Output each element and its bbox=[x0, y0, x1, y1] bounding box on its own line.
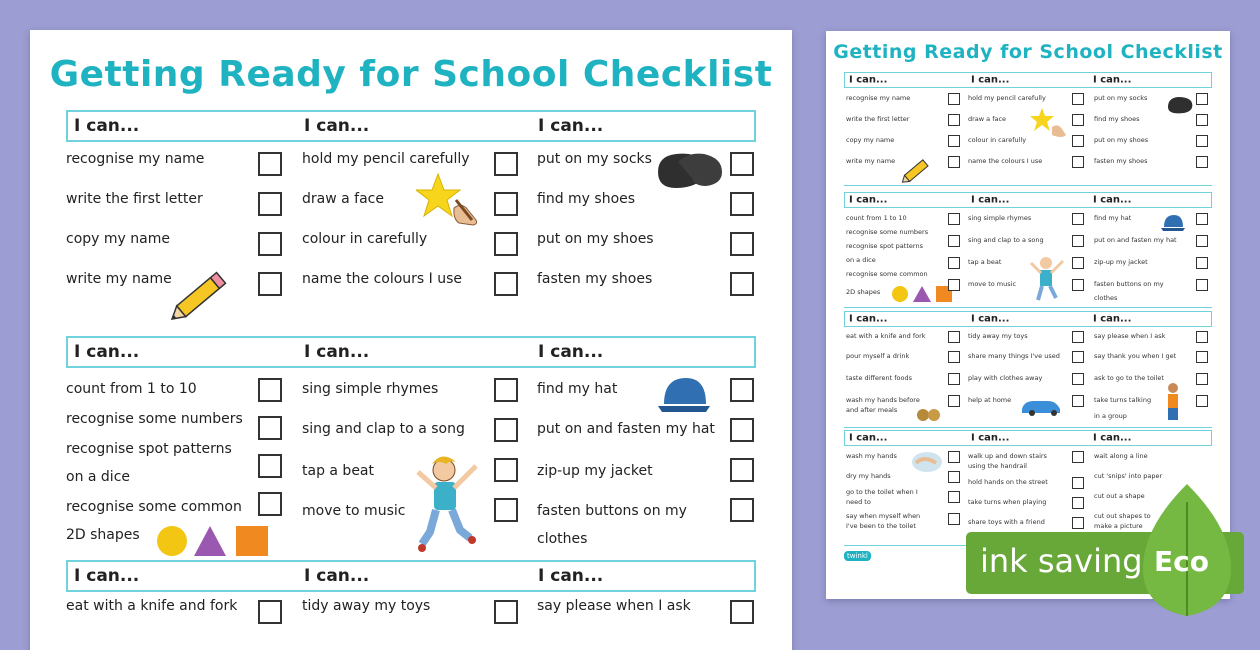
checkbox[interactable] bbox=[1072, 373, 1084, 385]
checklist-item: move to music bbox=[302, 503, 406, 519]
checkbox[interactable] bbox=[948, 156, 960, 168]
checkbox[interactable] bbox=[730, 498, 754, 522]
checklist-item: using the handrail bbox=[968, 462, 1027, 470]
checkbox[interactable] bbox=[1072, 156, 1084, 168]
header-label: I can... bbox=[74, 342, 140, 362]
header-label: I can... bbox=[849, 313, 888, 325]
header-label: I can... bbox=[304, 342, 370, 362]
checkbox[interactable] bbox=[948, 135, 960, 147]
checklist-item: go to the toilet when I bbox=[846, 488, 918, 496]
checklist-item: write my name bbox=[66, 271, 172, 287]
checkbox[interactable] bbox=[1196, 279, 1208, 291]
header-label: I can... bbox=[538, 116, 604, 136]
header-label: I can... bbox=[74, 566, 140, 586]
checklist-item: zip-up my jacket bbox=[537, 463, 653, 479]
checklist-item: count from 1 to 10 bbox=[846, 214, 907, 222]
checklist-item: sing simple rhymes bbox=[302, 381, 439, 397]
checklist-item: walk up and down stairs bbox=[968, 452, 1047, 460]
hat-icon bbox=[1160, 213, 1186, 233]
header-label: I can... bbox=[971, 432, 1010, 444]
header-label: I can... bbox=[74, 116, 140, 136]
checklist-item: fasten buttons on my clothes bbox=[537, 503, 687, 547]
star-drawing-icon bbox=[416, 172, 486, 232]
checkbox[interactable] bbox=[948, 257, 960, 269]
checkbox[interactable] bbox=[948, 451, 960, 463]
checklist-item: recognise some numbers bbox=[66, 411, 243, 427]
section-divider bbox=[844, 427, 1212, 428]
checkbox[interactable] bbox=[494, 378, 518, 402]
section-header bbox=[66, 336, 756, 368]
checkbox[interactable] bbox=[1196, 331, 1208, 343]
checklist-item: find my hat bbox=[537, 381, 618, 397]
checkbox[interactable] bbox=[494, 272, 518, 296]
checklist-item: tidy away my toys bbox=[968, 332, 1028, 340]
checklist-item: help at home bbox=[968, 396, 1012, 404]
checklist-item: taste different foods bbox=[846, 374, 912, 382]
checkbox[interactable] bbox=[258, 416, 282, 440]
checklist-item: put on my shoes bbox=[537, 231, 654, 247]
header-label: I can... bbox=[1093, 313, 1132, 325]
checkbox[interactable] bbox=[494, 192, 518, 216]
checklist-item: draw a face bbox=[302, 191, 384, 207]
checklist-item: say when myself when bbox=[846, 512, 921, 520]
checklist-item: take turns talking bbox=[1094, 396, 1152, 404]
checkbox[interactable] bbox=[730, 232, 754, 256]
section-header bbox=[844, 72, 1212, 88]
checklist-item: recognise my name bbox=[66, 151, 205, 167]
checklist-item: name the colours I use bbox=[968, 157, 1043, 165]
checkbox[interactable] bbox=[948, 395, 960, 407]
section-divider bbox=[844, 185, 1212, 186]
checklist-item: share toys with a friend bbox=[968, 518, 1045, 526]
checkbox[interactable] bbox=[730, 600, 754, 624]
checkbox[interactable] bbox=[948, 351, 960, 363]
checkbox[interactable] bbox=[494, 600, 518, 624]
checklist-item: cut out a shape bbox=[1094, 492, 1145, 500]
checklist-item: copy my name bbox=[66, 231, 170, 247]
checklist-item: ask to go to the toilet bbox=[1094, 374, 1164, 382]
header-label: I can... bbox=[849, 432, 888, 444]
checklist-item: find my shoes bbox=[1094, 115, 1140, 123]
header-label: I can... bbox=[971, 74, 1010, 86]
pencil-icon bbox=[898, 153, 936, 187]
checklist-item: pour myself a drink bbox=[846, 352, 910, 360]
checkbox[interactable] bbox=[1196, 395, 1208, 407]
ink-saving-label: ink saving bbox=[980, 542, 1143, 580]
checkbox[interactable] bbox=[1072, 279, 1084, 291]
header-label: I can... bbox=[971, 313, 1010, 325]
checkbox[interactable] bbox=[1196, 373, 1208, 385]
checklist-item: colour in carefully bbox=[968, 136, 1027, 144]
checklist-item: recognise some common 2D shapes bbox=[66, 499, 242, 543]
checkbox[interactable] bbox=[948, 279, 960, 291]
checklist-item: share many things I've used bbox=[968, 352, 1060, 360]
checklist-item: tap a beat bbox=[302, 463, 375, 479]
checklist-item: put on my shoes bbox=[1094, 136, 1149, 144]
2d-shapes-icon bbox=[892, 285, 954, 303]
checklist-item: 2D shapes bbox=[846, 288, 881, 296]
checklist-item: colour in carefully bbox=[302, 231, 428, 247]
checkbox[interactable] bbox=[730, 418, 754, 442]
checkbox[interactable] bbox=[1196, 213, 1208, 225]
checklist-item: in a group bbox=[1094, 412, 1127, 420]
checkbox[interactable] bbox=[258, 600, 282, 624]
checkbox[interactable] bbox=[258, 192, 282, 216]
checklist-item: name the colours I use bbox=[302, 271, 463, 287]
child-icon bbox=[1160, 381, 1186, 425]
checkbox[interactable] bbox=[948, 213, 960, 225]
checklist-item: write the first letter bbox=[846, 115, 910, 123]
dancing-child-icon bbox=[1028, 253, 1068, 309]
checkbox[interactable] bbox=[948, 114, 960, 126]
header-label: I can... bbox=[538, 566, 604, 586]
toy-car-icon bbox=[1020, 397, 1066, 417]
checklist-item: sing and clap to a song bbox=[968, 236, 1044, 244]
pencil-icon bbox=[166, 264, 236, 328]
socks-icon bbox=[652, 148, 724, 196]
hat-icon bbox=[656, 374, 712, 416]
header-label: I can... bbox=[304, 566, 370, 586]
checklist-item: copy my name bbox=[846, 136, 895, 144]
checkbox[interactable] bbox=[1196, 93, 1208, 105]
checklist-item: say thank you when I get bbox=[1094, 352, 1177, 360]
checkbox[interactable] bbox=[1072, 331, 1084, 343]
header-label: I can... bbox=[849, 74, 888, 86]
section-header bbox=[844, 430, 1212, 446]
checklist-item: play with clothes away bbox=[968, 374, 1043, 382]
checklist-item: fasten my shoes bbox=[1094, 157, 1148, 165]
checklist-item: put on and fasten my hat bbox=[1094, 236, 1177, 244]
checklist-item: eat with a knife and fork bbox=[846, 332, 926, 340]
checklist-item: recognise some numbers bbox=[846, 228, 929, 236]
checklist-item: cut 'snips' into paper bbox=[1094, 472, 1163, 480]
checkbox[interactable] bbox=[948, 93, 960, 105]
sheet-title: Getting Ready for School Checklist bbox=[833, 41, 1223, 63]
checkbox[interactable] bbox=[1072, 497, 1084, 509]
socks-icon bbox=[1166, 95, 1196, 117]
checkbox[interactable] bbox=[730, 272, 754, 296]
checkbox[interactable] bbox=[258, 232, 282, 256]
checklist-item: say please when I ask bbox=[1094, 332, 1166, 340]
checklist-item: put on my socks bbox=[1094, 94, 1148, 102]
header-label: I can... bbox=[304, 116, 370, 136]
header-label: I can... bbox=[849, 194, 888, 206]
checkbox[interactable] bbox=[1196, 114, 1208, 126]
checkbox[interactable] bbox=[1072, 213, 1084, 225]
checklist-item: eat with a knife and fork bbox=[66, 598, 238, 614]
checklist-item: fasten buttons on my bbox=[1094, 280, 1164, 288]
checkbox[interactable] bbox=[1072, 451, 1084, 463]
section-header bbox=[844, 311, 1212, 327]
checkbox[interactable] bbox=[1072, 235, 1084, 247]
section-header bbox=[66, 560, 756, 592]
hand-washing-icon bbox=[910, 449, 944, 475]
sheet-title: Getting Ready for School Checklist bbox=[49, 54, 773, 95]
checklist-item: tap a beat bbox=[968, 258, 1002, 266]
checklist-item: write the first letter bbox=[66, 191, 203, 207]
checklist-item: zip-up my jacket bbox=[1094, 258, 1148, 266]
section-divider bbox=[844, 307, 1212, 308]
checklist-item: on a dice bbox=[846, 256, 876, 264]
checklist-item: move to music bbox=[968, 280, 1017, 288]
section-header bbox=[66, 110, 756, 142]
checkbox[interactable] bbox=[258, 454, 282, 478]
checkbox[interactable] bbox=[1196, 135, 1208, 147]
checklist-item: count from 1 to 10 bbox=[66, 381, 197, 397]
checklist-item: hold my pencil carefully bbox=[968, 94, 1046, 102]
checkbox[interactable] bbox=[1072, 93, 1084, 105]
food-icon bbox=[916, 407, 942, 423]
checklist-item: need to bbox=[846, 498, 871, 506]
checklist-item: find my shoes bbox=[537, 191, 636, 207]
checkbox[interactable] bbox=[1072, 477, 1084, 489]
checkbox[interactable] bbox=[948, 471, 960, 483]
checklist-item: clothes bbox=[1094, 294, 1118, 302]
header-label: I can... bbox=[1093, 432, 1132, 444]
checkbox[interactable] bbox=[948, 331, 960, 343]
checklist-item: recognise spot patterns on a dice bbox=[66, 441, 232, 485]
checkbox[interactable] bbox=[1072, 517, 1084, 529]
checklist-sheet-preview bbox=[30, 30, 792, 650]
checklist-item: recognise spot patterns bbox=[846, 242, 923, 250]
checklist-item: wait along a line bbox=[1094, 452, 1148, 460]
checklist-item: sing simple rhymes bbox=[968, 214, 1032, 222]
checklist-item: I've been to the toilet bbox=[846, 522, 916, 530]
checkbox[interactable] bbox=[1072, 135, 1084, 147]
checkbox[interactable] bbox=[730, 378, 754, 402]
checklist-item: take turns when playing bbox=[968, 498, 1047, 506]
eco-label: Eco bbox=[1154, 545, 1209, 578]
checkbox[interactable] bbox=[730, 192, 754, 216]
checkbox[interactable] bbox=[1072, 395, 1084, 407]
checkbox[interactable] bbox=[1196, 156, 1208, 168]
checkbox[interactable] bbox=[948, 235, 960, 247]
section-header bbox=[844, 192, 1212, 208]
dancing-child-icon bbox=[410, 450, 484, 556]
2d-shapes-icon bbox=[156, 524, 272, 558]
checkbox[interactable] bbox=[494, 232, 518, 256]
checkbox[interactable] bbox=[494, 418, 518, 442]
checklist-item: recognise some common bbox=[846, 270, 928, 278]
checklist-item: recognise my name bbox=[846, 94, 911, 102]
checkbox[interactable] bbox=[948, 373, 960, 385]
checklist-item: hold my pencil carefully bbox=[302, 151, 470, 167]
checklist-item: find my hat bbox=[1094, 214, 1132, 222]
checkbox[interactable] bbox=[1072, 351, 1084, 363]
checkbox[interactable] bbox=[948, 491, 960, 503]
checklist-item: put on and fasten my hat bbox=[537, 421, 715, 437]
checklist-item: tidy away my toys bbox=[302, 598, 431, 614]
checklist-item: cut out shapes to bbox=[1094, 512, 1151, 520]
checkbox[interactable] bbox=[494, 458, 518, 482]
checklist-item: draw a face bbox=[968, 115, 1007, 123]
checklist-item: wash my hands before bbox=[846, 396, 920, 404]
checkbox[interactable] bbox=[1072, 257, 1084, 269]
twinkl-logo: twinkl bbox=[844, 551, 871, 561]
checkbox[interactable] bbox=[730, 152, 754, 176]
checkbox[interactable] bbox=[258, 492, 282, 516]
checkbox[interactable] bbox=[258, 152, 282, 176]
checkbox[interactable] bbox=[1196, 257, 1208, 269]
checkbox[interactable] bbox=[948, 513, 960, 525]
checklist-item: and after meals bbox=[846, 406, 898, 414]
header-label: I can... bbox=[971, 194, 1010, 206]
checklist-item: make a picture bbox=[1094, 522, 1143, 530]
checklist-item: put on my socks bbox=[537, 151, 652, 167]
checkbox[interactable] bbox=[258, 378, 282, 402]
header-label: I can... bbox=[538, 342, 604, 362]
checklist-item: fasten my shoes bbox=[537, 271, 653, 287]
checkbox[interactable] bbox=[1072, 114, 1084, 126]
checkbox[interactable] bbox=[258, 272, 282, 296]
checklist-item: say please when I ask bbox=[537, 598, 691, 614]
checklist-item: wash my hands bbox=[846, 452, 897, 460]
checklist-item: write my name bbox=[846, 157, 896, 165]
checkbox[interactable] bbox=[494, 498, 518, 522]
checkbox[interactable] bbox=[1196, 351, 1208, 363]
checkbox[interactable] bbox=[730, 458, 754, 482]
header-label: I can... bbox=[1093, 194, 1132, 206]
header-label: I can... bbox=[1093, 74, 1132, 86]
checklist-item: dry my hands bbox=[846, 472, 891, 480]
checklist-item: hold hands on the street bbox=[968, 478, 1048, 486]
star-drawing-icon bbox=[1030, 107, 1070, 141]
checklist-item: sing and clap to a song bbox=[302, 421, 465, 437]
checkbox[interactable] bbox=[494, 152, 518, 176]
checkbox[interactable] bbox=[1196, 235, 1208, 247]
